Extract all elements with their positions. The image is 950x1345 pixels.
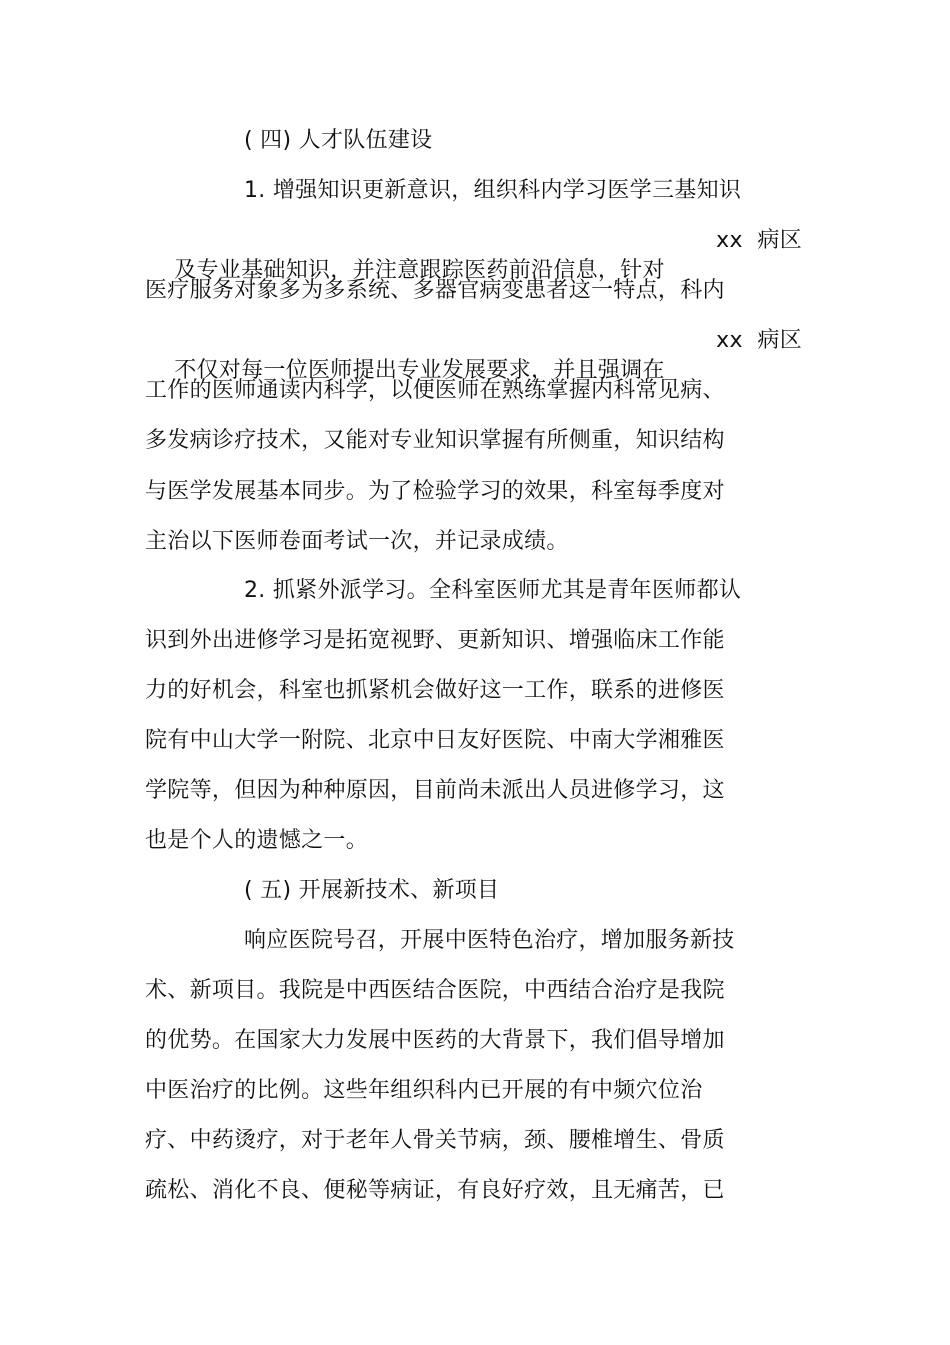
paragraph-line: 响应医院号召，开展中医特色治疗，增加服务新技 bbox=[244, 928, 735, 953]
paragraph-line: 多发病诊疗技术，又能对专业知识掌握有所侧重，知识结构 bbox=[145, 428, 725, 453]
paragraph-line-ward: xx 病区 bbox=[716, 228, 802, 253]
paragraph-line: 疗、中药烫疗，对于老年人骨关节病，颈、腰椎增生、骨质 bbox=[145, 1128, 725, 1153]
paragraph-line: 术、新项目。我院是中西医结合医院，中西结合治疗是我院 bbox=[145, 978, 725, 1003]
paragraph-line-text: 及专业基础知识，并注意跟踪医药前沿信息，针对 bbox=[174, 258, 665, 283]
paragraph-line: 1. 增强知识更新意识，组织科内学习医学三基知识 bbox=[244, 178, 742, 203]
paragraph-line: 院有中山大学一附院、北京中日友好医院、中南大学湘雅医 bbox=[145, 728, 725, 753]
paragraph-line-ward: xx 病区 bbox=[716, 328, 802, 353]
paragraph-line: 识到外出进修学习是拓宽视野、更新知识、增强临床工作能 bbox=[145, 628, 725, 653]
paragraph-line: 2. 抓紧外派学习。全科室医师尤其是青年医师都认 bbox=[244, 578, 742, 603]
paragraph-line: 工作的医师通读内科学，以便医师在熟练掌握内科常见病、 bbox=[145, 378, 725, 403]
heading-talent-team: ( 四) 人才队伍建设 bbox=[244, 128, 433, 153]
heading-new-techniques: ( 五) 开展新技术、新项目 bbox=[244, 878, 500, 903]
paragraph-line: 医疗服务对象多为多系统、多器官病变患者这一特点，科内 bbox=[145, 278, 725, 303]
paragraph-line: 学院等，但因为种种原因，目前尚未派出人员进修学习，这 bbox=[145, 778, 725, 803]
paragraph-line: 主治以下医师卷面考试一次，并记录成绩。 bbox=[145, 529, 569, 554]
paragraph-line: 疏松、消化不良、便秘等病证，有良好疗效，且无痛苦，已 bbox=[145, 1178, 725, 1203]
paragraph-line: 中医治疗的比例。这些年组织科内已开展的有中频穴位治 bbox=[145, 1078, 703, 1103]
paragraph-line: 的优势。在国家大力发展中医药的大背景下，我们倡导增加 bbox=[145, 1028, 725, 1053]
paragraph-line-text: 不仅对每一位医师提出专业发展要求，并且强调在 bbox=[174, 358, 665, 383]
paragraph-line: 力的好机会，科室也抓紧机会做好这一工作，联系的进修医 bbox=[145, 678, 725, 703]
paragraph-line: 与医学发展基本同步。为了检验学习的效果，科室每季度对 bbox=[145, 479, 725, 504]
paragraph-line: 也是个人的遗憾之一。 bbox=[145, 828, 369, 853]
